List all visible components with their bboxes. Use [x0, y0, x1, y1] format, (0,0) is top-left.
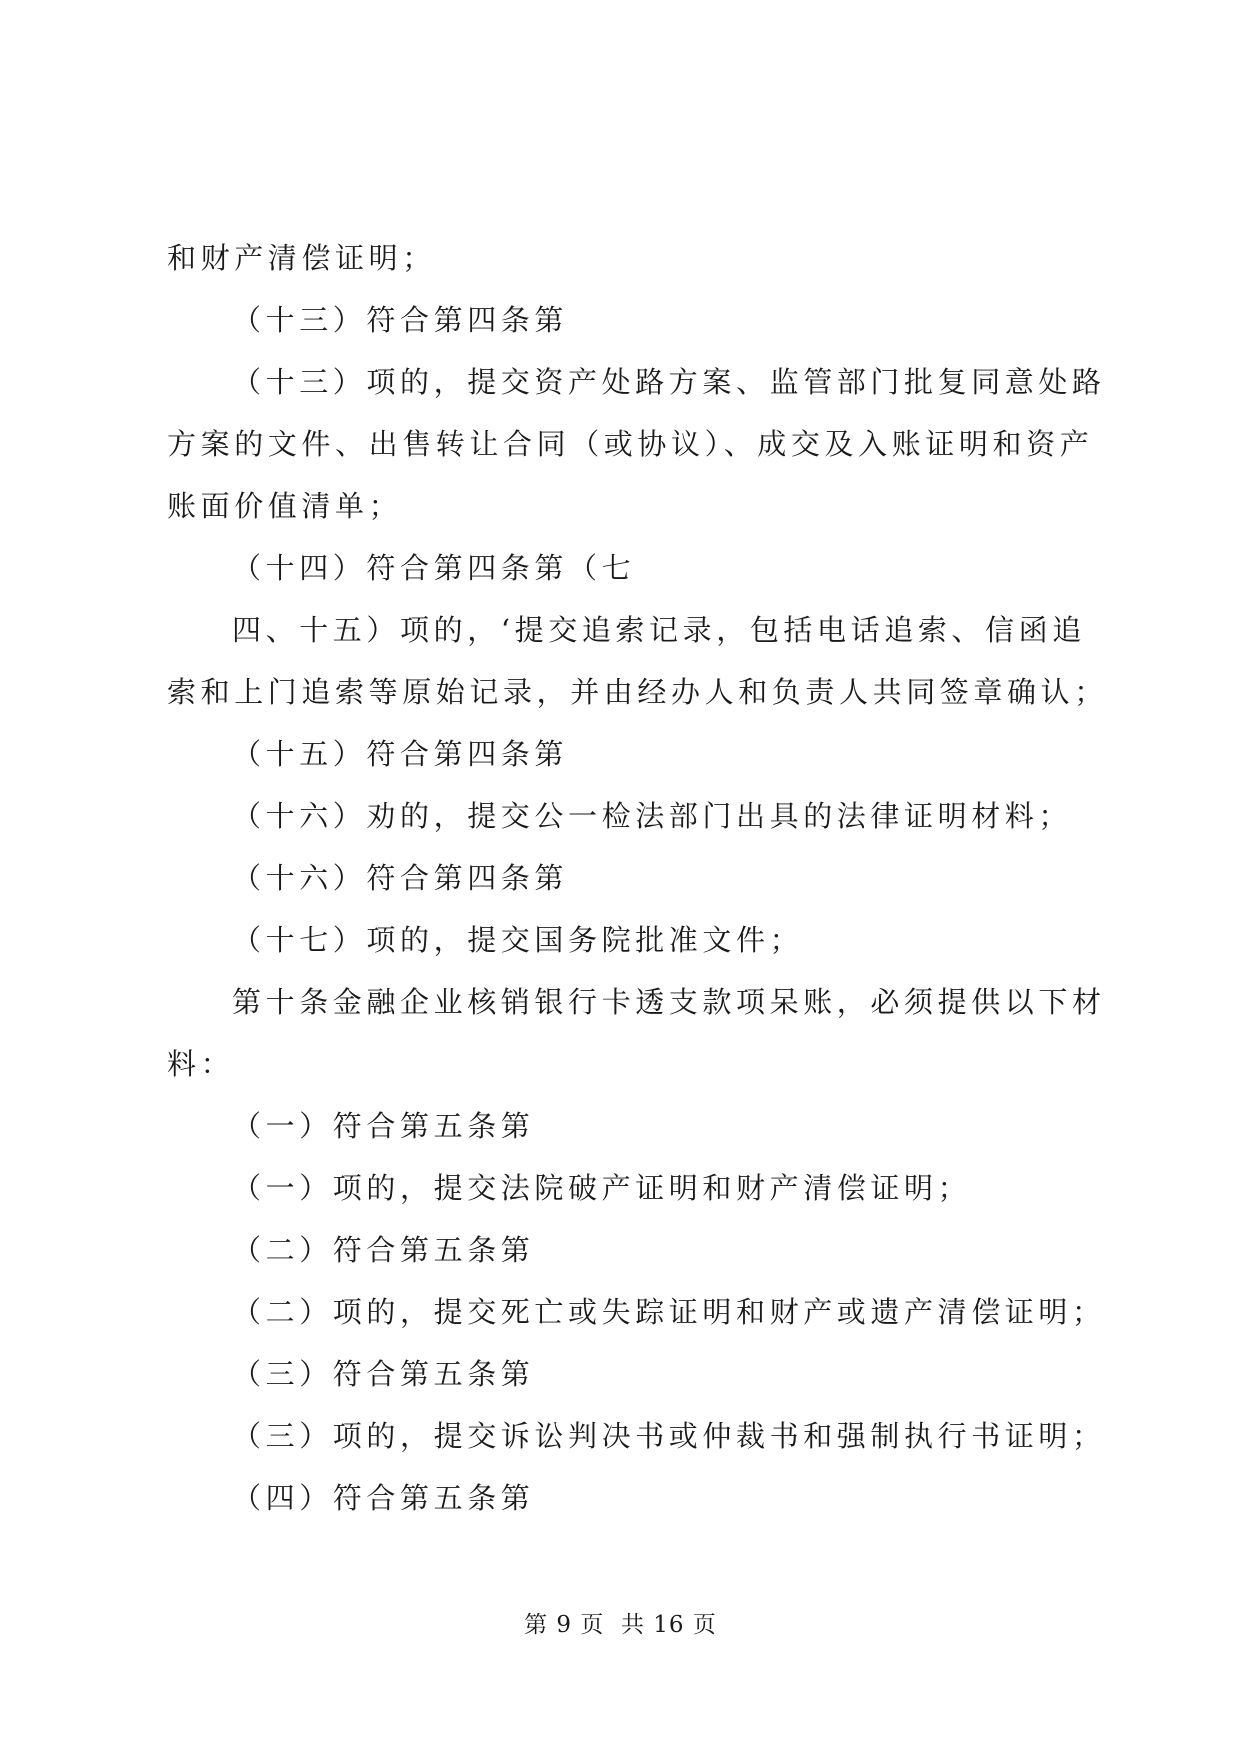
- text-line: 方案的文件、出售转让合同（或协议）、成交及入账证明和资产: [167, 427, 1094, 461]
- text-line: （一）符合第五条第: [232, 1109, 535, 1143]
- text-line: （十七）项的，提交国务院批准文件；: [232, 923, 804, 957]
- text-line: 四、十五）项的，‘提交追索记录，包括电话追索、信函追: [232, 613, 1086, 647]
- text-line: （十六）劝的，提交公一检法部门出具的法律证明材料；: [232, 799, 1073, 833]
- text-line: （十六）符合第四条第: [232, 861, 569, 895]
- text-line: （三）符合第五条第: [232, 1357, 535, 1391]
- text-line: 索和上门追索等原始记录，并由经办人和负责人共同签章确认；: [167, 675, 1108, 709]
- text-line: （三）项的，提交诉讼判决书或仲裁书和强制执行书证明；: [232, 1419, 1106, 1453]
- text-line: （十四）符合第四条第（七: [232, 551, 636, 585]
- text-line: 和财产清偿证明；: [167, 241, 436, 275]
- page-number: 第 9 页 共 16 页: [524, 1612, 717, 1638]
- page-footer: [0, 1610, 1241, 1640]
- text-line: （二）项的，提交死亡或失踪证明和财产或遗产清偿证明；: [232, 1295, 1106, 1329]
- text-line: （四）符合第五条第: [232, 1481, 535, 1515]
- text-line: 第十条金融企业核销银行卡透支款项呆账，必须提供以下材: [232, 985, 1106, 1019]
- text-line: 账面价值清单；: [167, 489, 403, 523]
- text-line: （十三）符合第四条第: [232, 303, 569, 337]
- text-line: （二）符合第五条第: [232, 1233, 535, 1267]
- text-line: （十五）符合第四条第: [232, 737, 569, 771]
- text-line: （十三）项的，提交资产处路方案、监管部门批复同意处路: [232, 365, 1106, 399]
- text-line: 料：: [167, 1047, 235, 1081]
- text-line: （一）项的，提交法院破产证明和财产清偿证明；: [232, 1171, 972, 1205]
